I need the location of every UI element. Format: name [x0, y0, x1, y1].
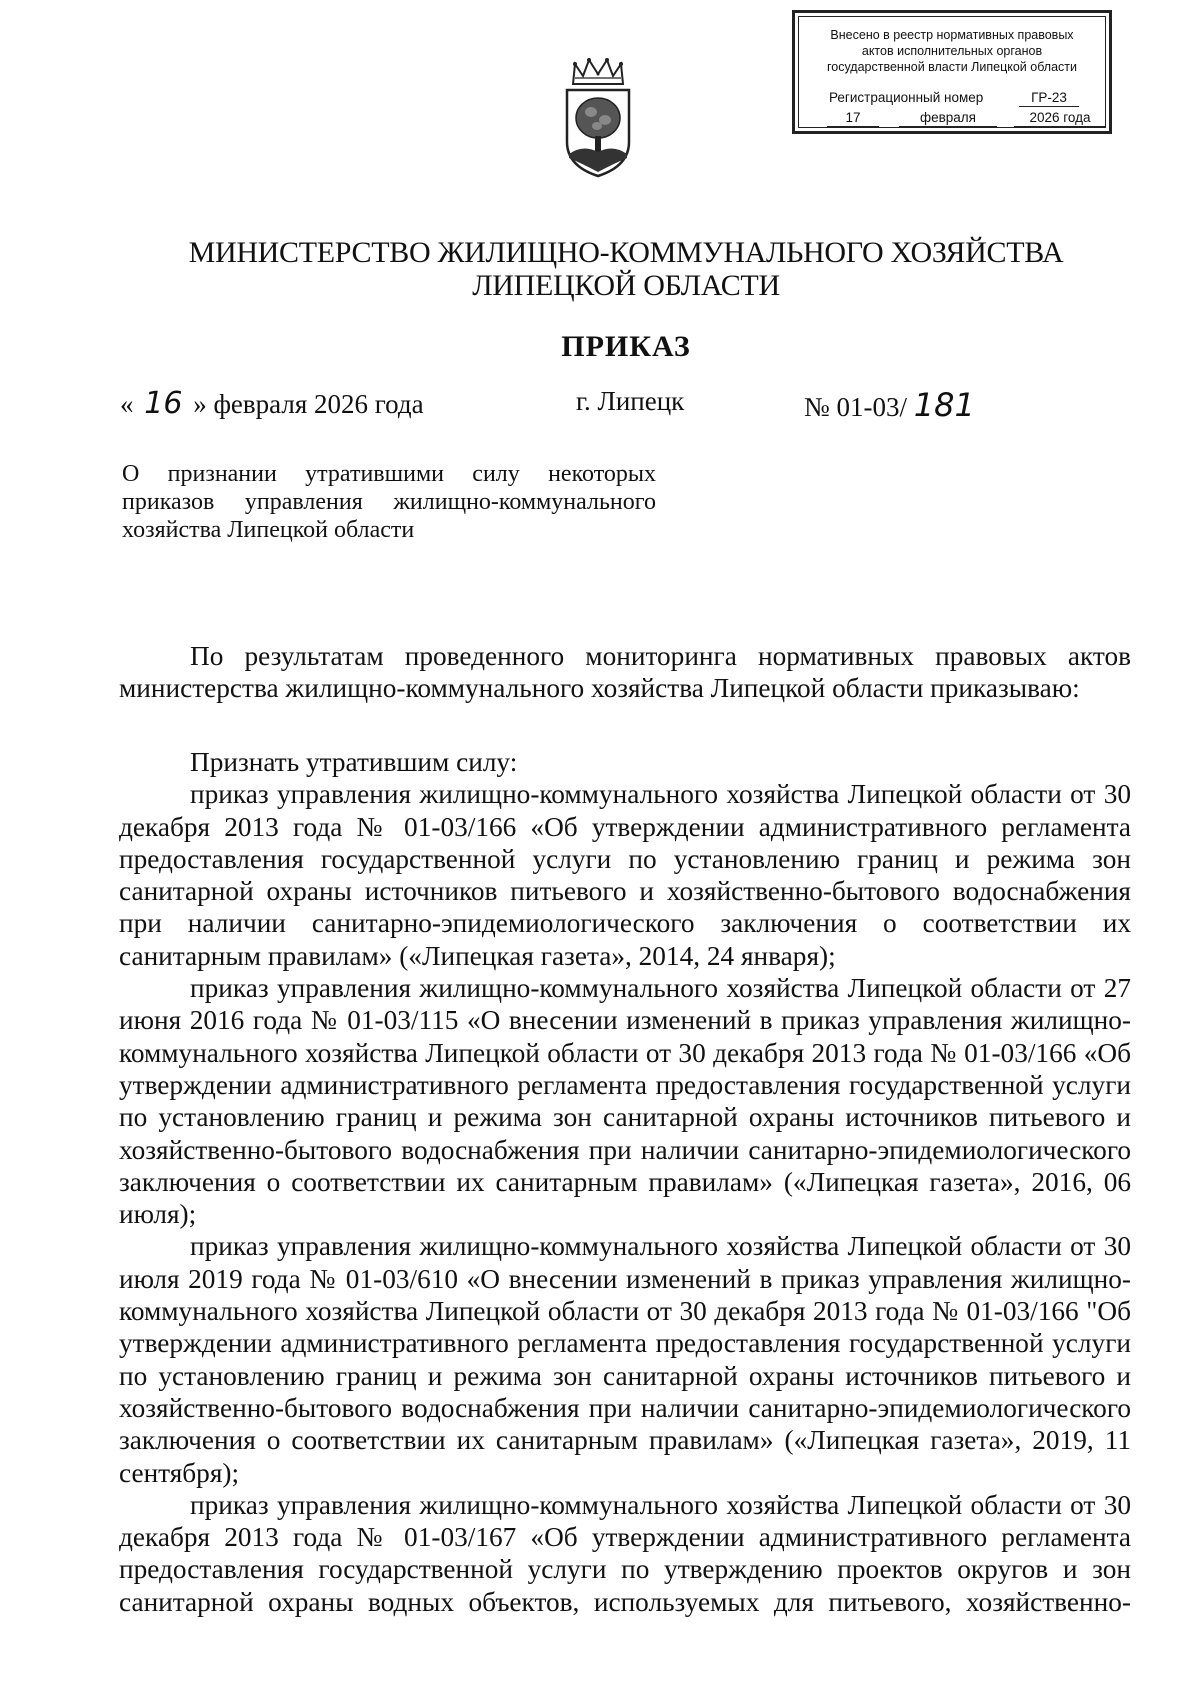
ministry-name-line-2: ЛИПЕЦКОЙ ОБЛАСТИ — [472, 269, 780, 302]
order-city: г. Липецк — [576, 386, 685, 416]
registry-stamp-inner — [798, 16, 1106, 128]
order-date — [120, 386, 424, 421]
list-item: приказ управления жилищно-коммунального хозяйства Липецкой области от 30 декабря 2013 года № 01-03/166 «Об утверждении административного регламента предоставления государственной услуги по установлению границ и режима зон санитарной охраны источников питьевого и хозяйственно-бытового водоснабжения при наличии санитарно-эпидемиологического заключения о соответствии их санитарным правилам» («Липецкая газета», 2014, 24 января); — [119, 779, 1131, 971]
ministry-name-line-1: МИНИСТЕРСТВО ЖИЛИЩНО-КОММУНАЛЬНОГО ХОЗЯЙСТВА — [188, 236, 1064, 269]
registry-stamp — [792, 10, 1112, 134]
order-date-rest: » февраля 2026 года — [193, 389, 424, 419]
order-number — [804, 386, 975, 424]
ministry-name — [0, 236, 1200, 302]
order-number-prefix: № 01-03/ — [804, 392, 908, 422]
document-type-title: ПРИКАЗ — [561, 330, 691, 363]
list-item: приказ управления жилищно-коммунального хозяйства Липецкой области от 30 декабря 2013 года № 01-03/167 «Об утверждении административного регламента предоставления государственной услуги по утверждению проектов округов и зон санитарной охраны водных объектов, используемых для питьевого, хозяйственно- — [119, 1489, 1131, 1617]
list-item: приказ управления жилищно-коммунального хозяйства Липецкой области от 30 июля 2019 года № 01-03/610 «О внесении изменений в приказ управления жилищно-коммунального хозяйства Липецкой области от 30 декабря 2013 года № 01-03/166 "Об утверждении административного регламента предоставления государственной услуги по установлению границ и режима зон санитарной охраны источников питьевого и хозяйственно-бытового водоснабжения при наличии санитарно-эпидемиологического заключения о соответствии их санитарным правилам» («Липецкая газета», 2019, 11 сентября); — [119, 1231, 1131, 1488]
stamp-line-1: Внесено в реестр нормативных правовых — [830, 28, 1074, 42]
stamp-line-2: актов исполнительных органов — [861, 44, 1043, 58]
order-date-quote-open: « — [120, 389, 134, 419]
stamp-reg-label: Регистрационный номер — [829, 90, 984, 105]
preamble-paragraph: По результатам проведенного мониторинга нормативных правовых актов министерства жилищно-коммунального хозяйства Липецкой области приказываю: — [119, 641, 1131, 704]
order-preamble — [119, 640, 1131, 705]
stamp-year: 2026 года — [1014, 110, 1106, 127]
stamp-day: 17 — [827, 110, 879, 127]
order-number-handwritten: 181 — [913, 386, 975, 424]
stamp-reg-number: ГР-23 — [1019, 90, 1079, 107]
stamp-line-3: государственной власти Липецкой области — [826, 60, 1078, 74]
list-heading: Признать утратившим силу: — [190, 747, 518, 777]
stamp-month: февраля — [899, 110, 997, 127]
order-date-day-handwritten: 16 — [144, 386, 183, 421]
lipetsk-coat-of-arms-icon — [553, 54, 643, 182]
list-item: приказ управления жилищно-коммунального хозяйства Липецкой области от 27 июня 2016 года № 01-03/115 «О внесении изменений в приказ управления жилищно-коммунального хозяйства Липецкой области от 30 декабря 2013 года № 01-03/166 «Об утверждении административного регламента предоставления государственной услуги по установлению границ и режима зон санитарной охраны источников питьевого и хозяйственно-бытового водоснабжения при наличии санитарно-эпидемиологического заключения о соответствии их санитарным правилам» («Липецкая газета», 2016, 06 июля); — [119, 973, 1131, 1230]
repealed-acts-list — [119, 746, 1131, 1618]
order-subject: О признании утратившими силу некоторых приказов управления жилищно-коммунального хозяйства Липецкой области — [122, 461, 656, 543]
